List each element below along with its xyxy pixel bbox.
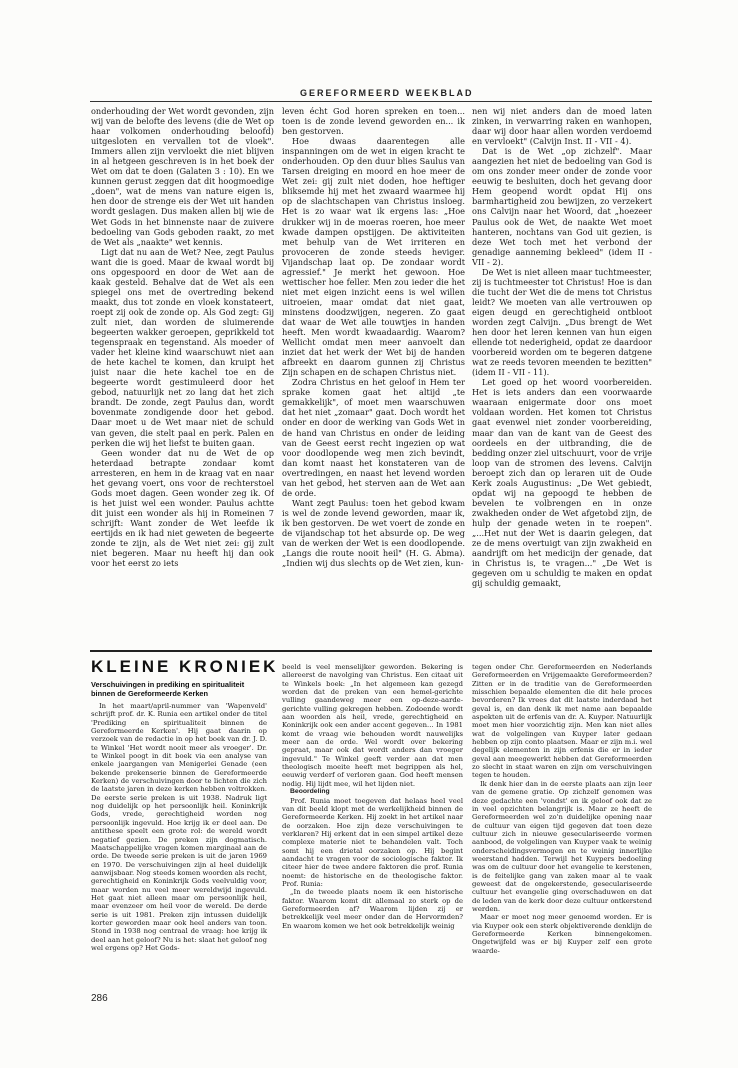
paragraph: Ik denk hier dan in de eerste plaats aan zijn leer van de gemene gratie. Op zichzelf genomen was deze gedachte een 'vondst' en ik geloof ook dat ze in veel opzichten belangrijk is. Maar ze heeft de Gereformeerden wel zo'n duidelijke opening naar de cultuur van eigen tijd gegeven dat toen deze cultuur zich in nieuwe geseculariseerde vormen aanbood, de volgelingen van Kuyper vaak te weinig onderscheidingsvermogen en te weinig innerlijke weerstand hadden. Terwijl het Kuypers bedoeling was om de cultuur door het evangelie te kerstenen, is de feitelijke gang van zaken maar al te vaak geweest dat de ongekerstende, geseculariseerde cultuur het evangelie ging overschaduwen en dat de leden van de kerk door deze cultuur ontkerstend werden.	[472, 779, 652, 913]
paragraph: Zodra Christus en het geloof in Hem ter sprake komen gaat het altijd „te gemakkelijk", of moet men waarschuwen dat het niet „zomaar" gaat. Doch wordt het onder en door de werking van Gods Wet in de hand van Christus en onder de leiding van de Geest eerst recht ingezien op wat voor doodlopende weg men zich bevindt, dan komt naast het konstateren van de overtredingen, en naast het levend worden van het gebod, het sterven aan de Wet aan de orde.	[282, 377, 465, 498]
paragraph: Let goed op het woord voorbereiden. Het is iets anders dan een voorwaarde waaraan enigermate door ons moet voldaan worden. Het komen tot Christus gaat evenwel niet zonder voorbereiding, maar dan van de kant van de Geest des oordeels en der uitbranding, die de bedding onzer ziel uitschuurt, voor de vrije loop van de stromen des levens. Calvijn beroept zich dan op leraren uit de Oude Kerk zoals Augustinus: „De Wet gebiedt, opdat wij na gepoogd te hebben de bevelen te volbrengen en in onze zwakheden onder de Wet afgetobd zijn, de hulp der genade weten in te roepen". „...Het nut der Wet is daarin gelegen, dat ze de mens overtuigt van zijn zwakheid en aandrijft om het medicijn der genade, dat in Christus is, te vragen..." „De Wet is gegeven om u schuldig te maken en opdat gij schuldig gemaakt,	[472, 377, 652, 589]
paragraph: Hoe dwaas daarentegen alle inspanningen om de wet in eigen kracht te onderhouden. Op den duur blies Saulus van Tarsen dreiging en moord en hoe meer de Wet zei: gij zult niet doden, hoe heftiger bliksemde hij met het zwaard waarmee hij op de slachtschapen van Christus insloeg. Het is zo waar wat ik ergens las: „Hoe drukker wij in de moeras roeren, hoe meer kwade dampen opstijgen. De aktiviteiten met behulp van de Wet irriteren en provoceren de zonde steeds heviger. Vijandschap laat op. De zondaar wordt agressief." Je merkt het gewoon. Hoe wettischer hoe feller. Men zou ieder die het niet met eigen inzicht eens is wel willen uitroeien, maar omdat dat niet gaat, minstens doodzwijgen, negeren. Zo gaat dat waar de Wet alle touwtjes in handen heeft. Men wordt kwaadaardig. Waarom? Wellicht omdat men meer aanvoelt dan inziet dat het werk der Wet bij de handen afbreekt en daarom gunnen zij Christus Zijn schapen en de schapen Christus niet.	[282, 136, 465, 378]
paragraph: tegen onder Chr. Gereformeerden en Nederlands Gereformeerden en Vrijgemaakte Gereformeerden? Zitten er in de traditie van de Gereformeerden misschien bepaalde elementen die dit hele proces bevorderen? Ik vrees dat dit laatste inderdaad het geval is, en dan denk ik met name aan bepaalde aspekten uit de erfenis van dr. A. Kuyper. Natuurlijk moet men hier voorzichtig zijn. Men kan niet alles wat de volgelingen van Kuyper later gedaan hebben op zijn conto plaatsen. Maar er zijn m.i. wel degelijk elementen in zijn erfenis die er in ieder geval aan meegewerkt hebben dat Gereformeerden zo slecht in staat waren en zijn om verschuivingen tegen te houden.	[472, 663, 652, 780]
article-column-2	[282, 106, 465, 648]
kroniek-column-2	[282, 663, 463, 1008]
running-header: GEREFORMEERD WEEKBLAD	[300, 88, 474, 98]
paragraph: Prof. Runia moet toegeven dat helaas heel veel van dit beeld klopt met de werkelijkheid binnen de Gereformeerde Kerken. Hij zoekt in het artikel naar de oorzaken. Hoe zijn deze verschuivingen te verklaren? Hij erkent dat in een simpel artikel deze complexe materie niet te behandelen valt. Toch somt hij een drietal oorzaken op. Hij begint aandacht te vragen voor de sociologische faktor. Ik citeer hier de twee andere faktoren die prof. Runia noemt: de historische en de theologische faktor. Prof. Runia:	[282, 796, 463, 888]
subheading: Beoordeling	[290, 788, 330, 796]
paragraph: beeld is veel menselijker geworden. Bekering is allereerst de navolging van Christus. Een citaat uit te Winkels boek: „In het algemeen kan gezegd worden dat de preken van een hemel-gerichte vulling gaandeweg meer een op-deze-aarde-gerichte vulling gekregen hebben. Zodoende wordt aan woorden als heil, vrede, gerechtigheid en Koninkrijk ook een ander accent gegeven... In 1981 komt de vraag wie behouden wordt nauwelijks meer aan de orde. Wel wordt over bekering gepraat, maar ook dat wordt anders dan vroeger ingevuld." Te Winkel geeft verder aan dat men theologisch moeite heeft met begrippen als hel, eeuwig verderf of verloren gaan. God heeft mensen nodig. Hij lijdt mee, wil het lijden niet.	[282, 663, 463, 788]
section-rule	[90, 650, 652, 652]
section-subtitle: Verschuivingen in prediking en spiritualiteit binnen de Gereformeerde Kerken	[91, 680, 245, 698]
paragraph: Ligt dat nu aan de Wet? Nee, zegt Paulus want die is goed. Maar de kwaal wordt bij ons opgespoord en door de Wet aan de kaak gesteld. Behalve dat de Wet als een spiegel ons met de overtreding bekend maakt, dus tot zonde en vloek konstateert, roept zij ook de zonde op. Als God zegt: Gij zult niet, dan worden de sluimerende begeerten wakker geroepen, geprikkeld tot tegenspraak en tegenstand. Als moeder of vader het kleine kind waarschuwt niet aan de hete kachel te komen, dan kruipt het juist naar die hete kachel toe en de begeerte wordt gestimuleerd door het gebod, natuurlijk net zo lang dat het zich brandt. De zonde, zegt Paulus dan, wordt bovenmate zondigende door het gebod. Daar moet u de Wet maar niet de schuld van geven, die stelt paal en perk. Palen en perken die wij het liefst te buiten gaan.	[91, 246, 274, 448]
paragraph: Want zegt Paulus: toen het gebod kwam is wel de zonde levend geworden, maar ik, ik ben gestorven. De wet voert de zonde en de vijandschap tot het absurde op. De weg van de werken der Wet is een doodlopende. „Langs die route nooit heil" (H. G. Abma). „Indien wij dus slechts op de Wet zien, kun-	[282, 497, 465, 569]
paragraph: onderhouding der Wet wordt gevonden, zijn wij van de belofte des levens (die de Wet op haar volkomen onderhouding beloofd) uitgesloten en vervallen tot de vloek". Immers allen zijn vervloekt die niet blijven in al hetgeen geschreven is in het boek der Wet om dat te doen (Galaten 3 : 10). En we kunnen gerust zeggen dat dit hoogmoedige „doen", wat de mens van nature eigen is, hen door de strenge eis der Wet uit handen wordt geslagen. Dus maken allen bij wie de Wet Gods in het binnenste naar de zuivere bedoeling van Gods geboden raakt, zo met de Wet als „naakte" wet kennis.	[91, 106, 274, 247]
paragraph: De Wet is niet alleen maar tuchtmeester, zij is tuchtmeester tot Christus! Hoe is dan die tucht der Wet die de mens tot Christus leidt? We moeten van alle vertrouwen op eigen deugd en gerechtigheid ontbloot worden zegt Calvijn. „Dus brengt de Wet hen door het leren kennen van hun eigen ellende tot nederigheid, opdat ze daardoor voorbereid worden om te begeren datgene wat ze reeds tevoren meenden te bezitten" (idem II - VII - 11).	[472, 266, 652, 378]
kroniek-column-3	[472, 663, 652, 1008]
page-number: 286	[91, 993, 108, 1004]
article-column-3	[472, 106, 652, 648]
paragraph: Dat is de Wet „op zichzelf". Maar aangezien het niet de bedoeling van God is om ons zonder meer onder de zonde voor eeuwig te besluiten, doch het gevang door Hem geopend wordt opdat Hij ons barmhartigheid zou bewijzen, zo verzekert ons Calvijn naar het Woord, dat „hoezeer Paulus ook de Wet, de naakte Wet moet hanteren, nochtans van God uit gezien, is deze Wet toch met het verbond der genadige aanneming bekleed" (idem II - VII - 2).	[472, 146, 652, 267]
kroniek-column-1	[91, 702, 267, 984]
paragraph: In het maart/april-nummer van 'Wapenveld' schrijft prof. dr. K. Runia een artikel onder de titel 'Prediking en spiritualiteit binnen de Gereformeerde Kerken'. Hij gaat daarin op verzoek van de redactie in op het boek van dr. J. D. te Winkel 'Het wordt nooit meer als vroeger'. Dr. te Winkel poogt in dit boek via een analyse van enkele jaargangen van Menigerlei Genade (een bekende prekenserie binnen de Gereformeerde Kerken) de verschuivingen door te lichten die zich de laatste jaren in deze kerken hebben voltrokken. De eerste serie preken is uit 1938. Nadruk ligt nog duidelijk op het persoonlijk heil. Koninkrijk Gods, vrede, gerechtigheid worden nog persoonlijk ingevuld. Hoe krijg ik er deel aan. De antithese speelt een grote rol: de wereld wordt negatief gezien. De preken zijn dogmatisch. Maatschappelijke vragen komen marginaal aan de orde. De tweede serie preken is uit de jaren 1969 en 1970. De verschuivingen zijn al heel duidelijk aanwijsbaar. Nog steeds komen woorden als recht, gerechtigheid en Koninkrijk Gods veelvuldig voor, maar worden nu veel meer wereldwijd ingevuld. Het gaat niet alleen maar om persoonlijk heil, maar evenzeer om heil voor de wereld. De derde serie is uit 1981. Preken zijn intussen duidelijk korter geworden maar ook heel anders van toon. Stond in 1938 nog centraal de vraag: hoe krijg ik deel aan het geloof? Nu is het: slaat het geloof nog wel ergens op? Het Gods-	[91, 702, 267, 952]
article-column-1	[91, 106, 274, 648]
paragraph: Geen wonder dat nu de Wet de op heterdaad betrapte zondaar komt arresteren, en hem in de kraag vat en naar het gevang voert, ons voor de rechterstoel Gods moet dagen. Geen wonder zeg ik. Of is het juist wel een wonder. Paulus achtte dit juist een wonder als hij in Romeinen 7 schrijft: Want zonder de Wet leefde ik eertijds en ik had niet geweten de begeerte zonde te zijn, als de Wet niet zei: gij zult niet begeren. Maar nu heeft hij dan ook voor het eerst zo iets	[91, 447, 274, 569]
header-rule	[90, 101, 652, 102]
paragraph: leven écht God horen spreken en toen... toen is de zonde levend geworden en... ik ben gestorven.	[282, 106, 465, 137]
paragraph: Maar er moet nog meer genoemd worden. Er is via Kuyper ook een sterk objektiverende denklijn de Gereformeerde Kerken binnengekomen. Ongetwijfeld was er bij Kuyper zelf een grote waarde-	[472, 913, 652, 955]
paragraph: nen wij niet anders dan de moed laten zinken, in verwarring raken en wanhopen, daar wij door haar allen worden verdoemd en vervloekt" (Calvijn Inst. II - VII - 4).	[472, 106, 652, 147]
paragraph: „In de tweede plaats noem ik een historische faktor. Waarom komt dit allemaal zo sterk op de Gereformeerden af? Waarom lijden zij er betrekkelijk veel meer onder dan de Hervormden? En waarom komen we het ook betrekkelijk weinig	[282, 888, 463, 930]
section-title: KLEINE KRONIEK	[91, 657, 279, 676]
